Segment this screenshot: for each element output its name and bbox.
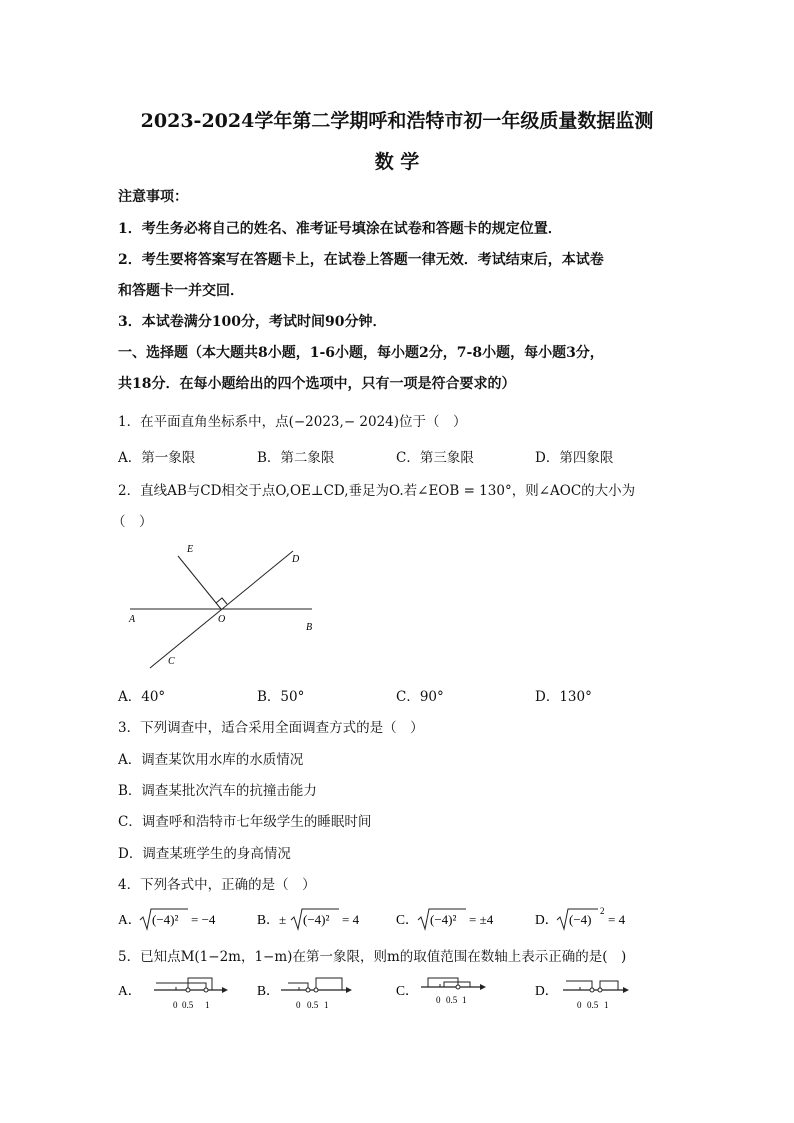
question-2-stem: 2．直线AB与CD相交于点O,OE⊥CD,垂足为O.若∠EOB = 130°，则∠AOC的大小为 — [118, 483, 636, 499]
q4-options — [118, 902, 678, 936]
q5-b-tick-1: 1 — [324, 1000, 329, 1010]
section-heading-line2: 共18分．在每小题给出的四个选项中，只有一项是符合要求的） — [118, 376, 516, 392]
label-o: O — [218, 614, 226, 625]
q4-c-label: C． — [396, 912, 419, 927]
q3-option-c: C．调查呼和浩特市七年级学生的睡眠时间 — [118, 814, 372, 830]
page-title: 2023-2024学年第二学期呼和浩特市初一年级质量数据监测 — [140, 110, 654, 132]
q4-c-expr: (−4)² — [430, 912, 457, 927]
q1-option-b: B．第二象限 — [257, 450, 335, 466]
q5-b-tick-05: 0.5 — [307, 1000, 319, 1010]
q4-d-label: D． — [535, 912, 559, 927]
q4-d-rhs: = 4 — [608, 912, 626, 927]
q5-a-tick-0: 0 — [173, 1000, 178, 1010]
label-e: E — [187, 544, 194, 555]
q3-option-d: D．调查某班学生的身高情况 — [118, 846, 291, 862]
right-angle-mark — [216, 598, 227, 604]
q2-option-d: D．130° — [535, 689, 592, 705]
q5-d-tick-05: 0.5 — [587, 1000, 599, 1010]
q2-option-b: B．50° — [257, 689, 305, 705]
question-4-stem: 4．下列各式中，正确的是（ ） — [118, 877, 316, 893]
q5-b-label: B． — [257, 983, 280, 998]
q4-b-expr: (−4)² — [303, 912, 330, 927]
q5-a-tick-05: 0.5 — [182, 1000, 194, 1010]
question-3-stem: 3．下列调查中，适合采用全面调查方式的是（ ） — [118, 720, 424, 736]
q5-c-tick-05: 0.5 — [446, 995, 458, 1005]
q5-number-lines — [118, 970, 648, 1014]
q5-a-tick-1: 1 — [205, 1000, 210, 1010]
q5-d-tick-0: 0 — [577, 1000, 582, 1010]
section-heading-line1: 一、选择题（本大题共8小题，1-6小题，每小题2分，7-8小题，每小题3分， — [118, 345, 604, 361]
q5-d-tick-1: 1 — [604, 1000, 609, 1010]
q2-option-a: A．40° — [118, 689, 166, 705]
note-3: 3．本试卷满分100分，考试时间90分钟． — [118, 314, 387, 330]
q1-option-c: C．第三象限 — [396, 450, 474, 466]
label-c: C — [168, 656, 175, 667]
q1-option-a: A．第一象限 — [118, 450, 196, 466]
ray-oe — [178, 556, 221, 609]
q4-a-rhs: = −4 — [191, 912, 216, 927]
q5-c-tick-1: 1 — [462, 995, 467, 1005]
question-5-stem: 5．已知点M(1−2m，1−m)在第一象限，则m的取值范围在数轴上表示正确的是( ) — [118, 949, 627, 965]
notes-heading: 注意事项： — [118, 189, 188, 205]
q4-b-rhs: = 4 — [342, 912, 360, 927]
q4-d-expr: (−4) — [569, 912, 592, 927]
q1-option-d: D．第四象限 — [535, 450, 614, 466]
q5-c-label: C． — [396, 983, 419, 998]
geometry-figure — [120, 540, 320, 675]
q4-a-expr: (−4)² — [152, 912, 179, 927]
q2-option-c: C．90° — [396, 689, 444, 705]
q4-c-rhs: = ±4 — [469, 912, 494, 927]
label-a: A — [129, 614, 136, 625]
note-1: 1．考生务必将自己的姓名、准考证号填涂在试卷和答题卡的规定位置． — [118, 221, 562, 237]
q4-b-pm: ± — [279, 912, 287, 927]
q5-a-label: A． — [118, 983, 142, 998]
q5-b-tick-0: 0 — [296, 1000, 301, 1010]
q5-c-tick-0: 0 — [436, 995, 441, 1005]
q4-a-label: A． — [118, 912, 142, 927]
note-2b: 和答题卡一并交回． — [118, 283, 244, 299]
q5-d-label: D． — [535, 983, 559, 998]
subject-title: 数 学 — [374, 151, 420, 173]
question-2-paren: （ ） — [112, 514, 153, 530]
q4-d-sup: 2 — [600, 906, 605, 916]
label-d: D — [292, 554, 300, 565]
label-b: B — [306, 622, 313, 633]
q3-option-a: A．调查某饮用水库的水质情况 — [118, 752, 304, 768]
note-2a: 2．考生要将答案写在答题卡上，在试卷上答题一律无效．考试结束后，本试卷 — [118, 252, 604, 268]
question-1-stem: 1．在平面直角坐标系中，点(−2023,− 2024)位于（ ） — [118, 414, 467, 430]
q3-option-b: B．调查某批次汽车的抗撞击能力 — [118, 783, 317, 799]
q4-b-label: B． — [257, 912, 280, 927]
